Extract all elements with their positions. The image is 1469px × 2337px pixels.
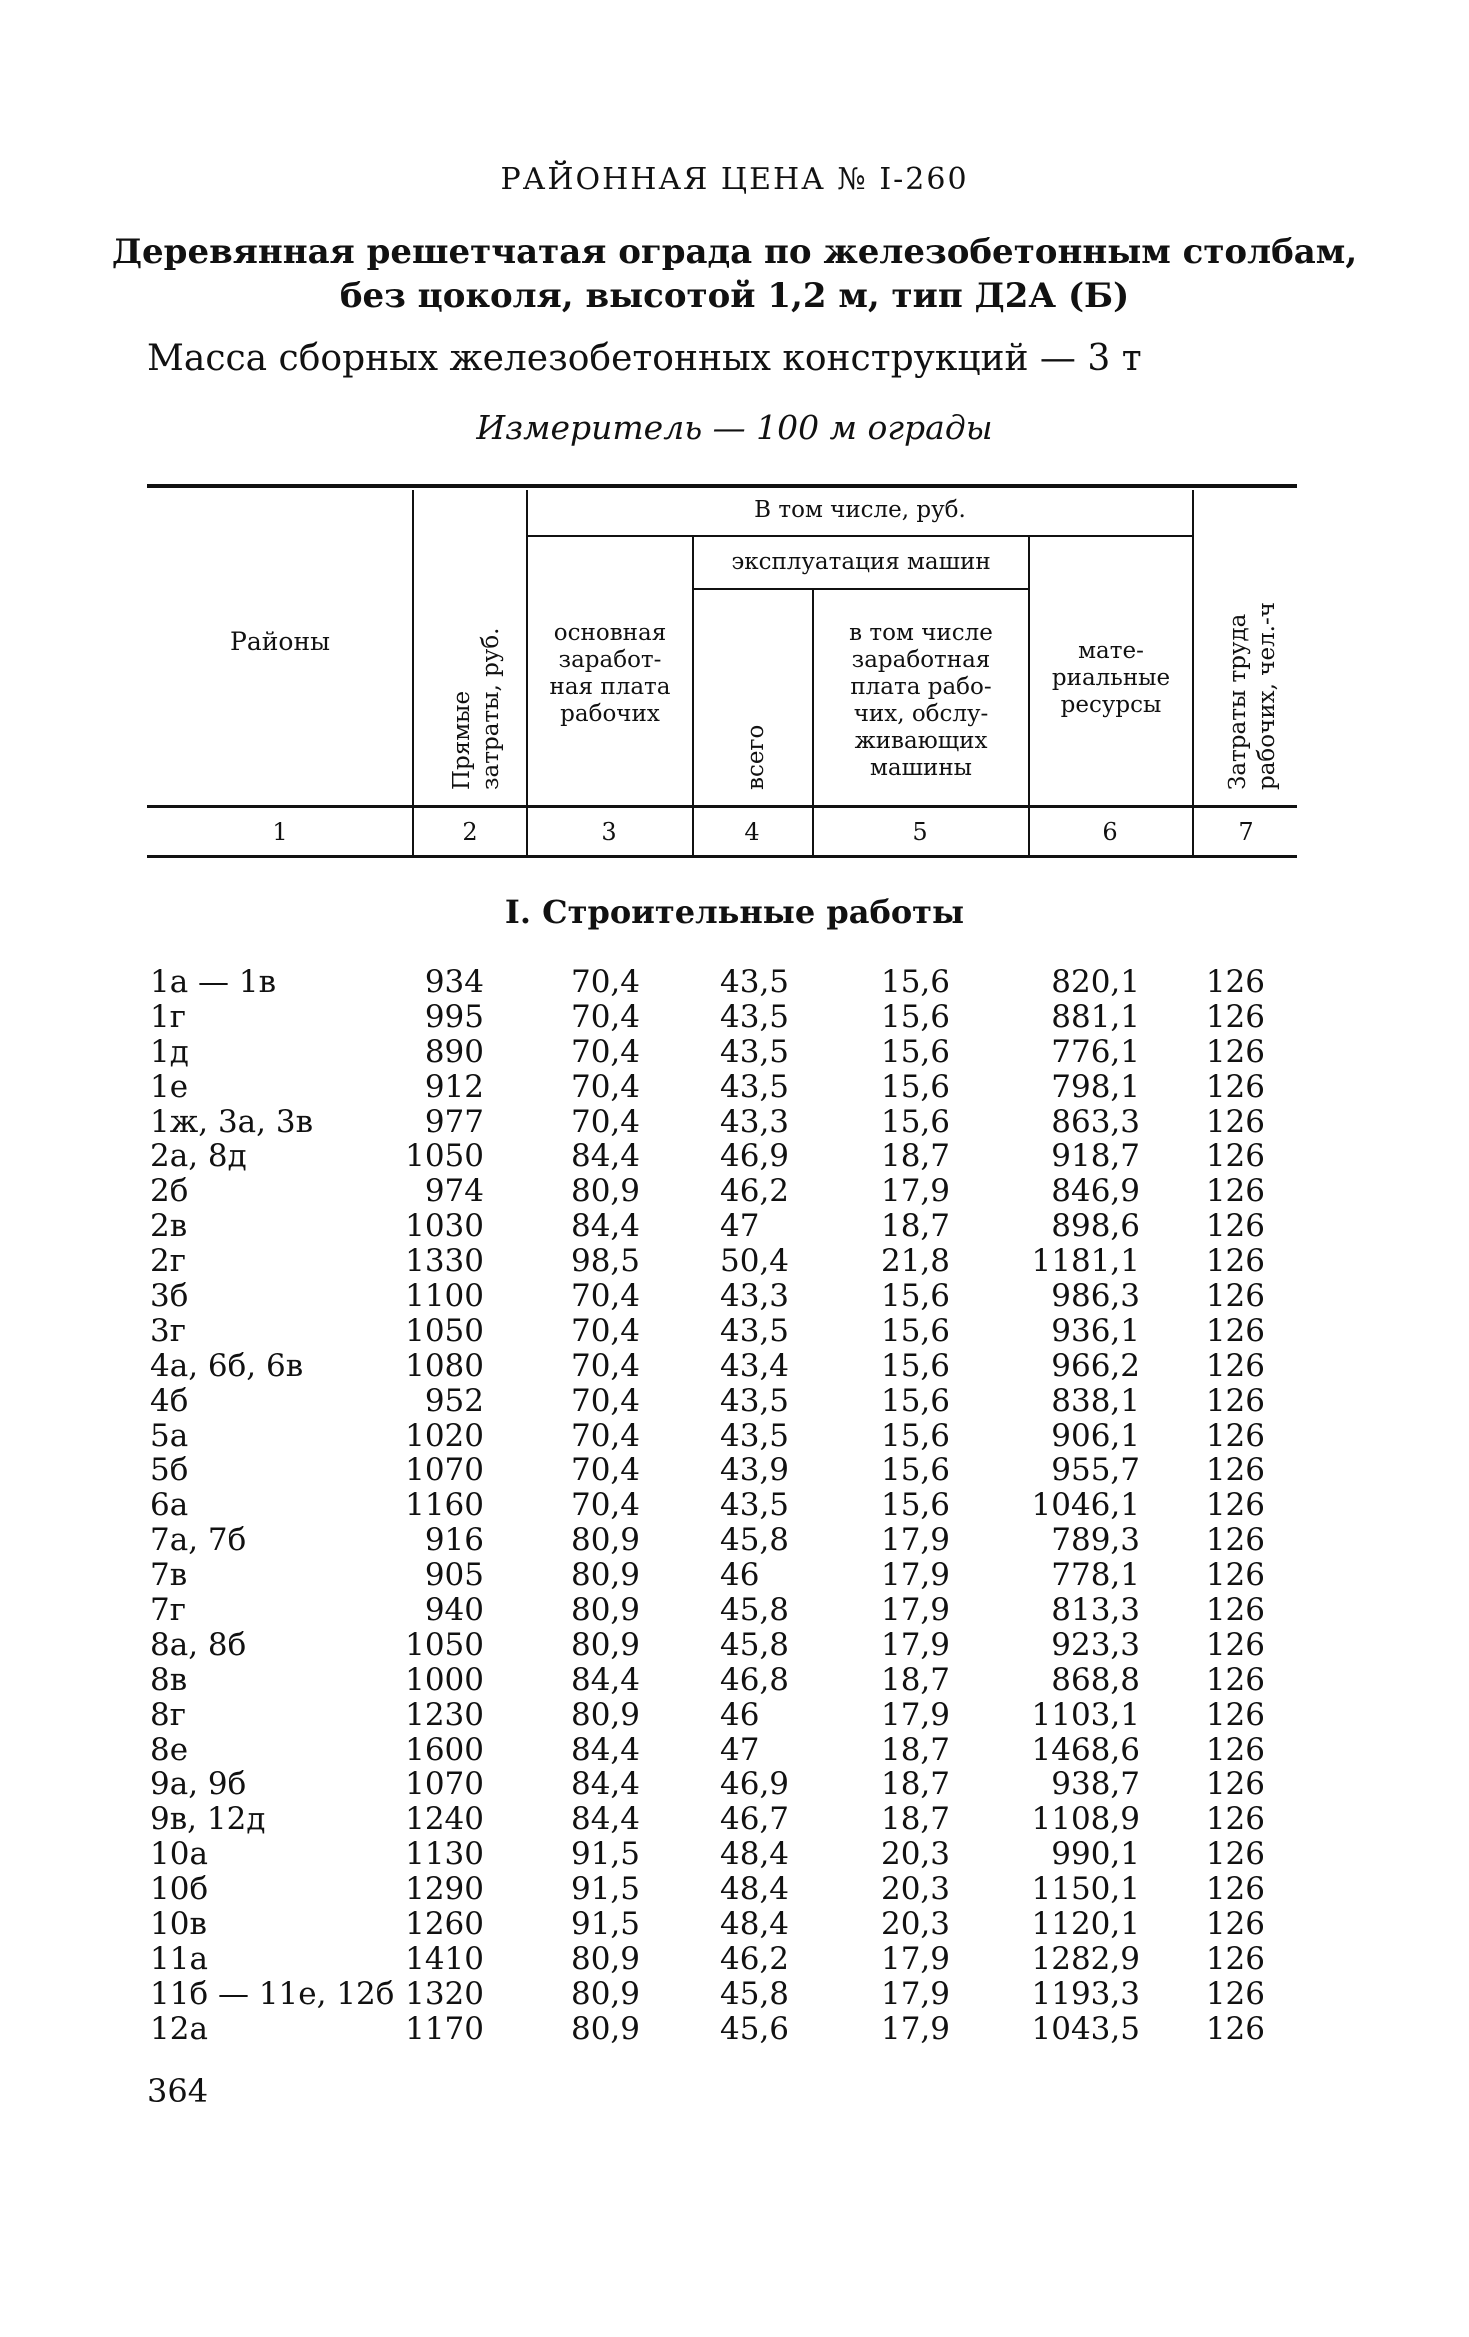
machine-wage-cell: 15,6 <box>880 964 950 1000</box>
machine-total-cell: 45,8 <box>720 1975 790 2012</box>
colnum-1: 1 <box>272 818 288 846</box>
region-cell: 6а <box>150 1487 189 1524</box>
materials-cell: 1043,5 <box>1031 2010 1140 2047</box>
machine-total-cell: 43,5 <box>720 1312 790 1349</box>
machine-total-cell: 50,4 <box>720 1243 790 1280</box>
direct-costs-cell: 916 <box>424 1522 484 1559</box>
direct-costs-cell: 1020 <box>405 1417 484 1454</box>
labor-cell: 126 <box>1205 998 1265 1035</box>
region-cell: 1а — 1в <box>150 964 277 1000</box>
base-wage-cell: 84,4 <box>570 1138 640 1175</box>
direct-costs-cell: 1070 <box>405 1452 484 1489</box>
machine-total-cell: 46 <box>720 1557 760 1594</box>
table-row <box>0 1279 1469 1314</box>
table-row <box>0 1663 1469 1698</box>
table-row <box>0 1139 1469 1174</box>
table-row <box>0 1070 1469 1105</box>
direct-costs-cell: 1050 <box>405 1626 484 1663</box>
direct-costs-cell: 1320 <box>405 1975 484 2012</box>
machine-wage-cell: 17,9 <box>880 1592 950 1629</box>
region-cell: 8г <box>150 1696 186 1733</box>
machine-total-cell: 43,5 <box>720 998 790 1035</box>
region-cell: 5б <box>150 1452 189 1489</box>
direct-costs-cell: 890 <box>424 1033 484 1070</box>
divider-2 <box>526 490 528 855</box>
labor-cell: 126 <box>1205 1068 1265 1105</box>
table-header-bottom-rule <box>147 805 1297 808</box>
machine-total-cell: 43,5 <box>720 1382 790 1419</box>
region-cell: 10б <box>150 1871 209 1908</box>
machine-wage-cell: 15,6 <box>880 1033 950 1070</box>
table-row <box>0 1244 1469 1279</box>
labor-cell: 126 <box>1205 964 1265 1000</box>
region-cell: 1е <box>150 1068 189 1105</box>
base-wage-cell: 91,5 <box>570 1871 640 1908</box>
table-row <box>0 1942 1469 1977</box>
base-wage-cell: 91,5 <box>570 1836 640 1873</box>
direct-costs-cell: 905 <box>424 1557 484 1594</box>
region-cell: 1д <box>150 1033 189 1070</box>
region-cell: 4а, 6б, 6в <box>150 1347 304 1384</box>
base-wage-cell: 84,4 <box>570 1801 640 1838</box>
machine-total-cell: 45,8 <box>720 1592 790 1629</box>
materials-cell: 1468,6 <box>1031 1731 1140 1768</box>
table-top-rule <box>147 484 1297 488</box>
base-wage-cell: 84,4 <box>570 1661 640 1698</box>
header-labor: Затраты труда рабочих, чел.-ч <box>1225 602 1280 790</box>
materials-cell: 990,1 <box>1051 1836 1140 1873</box>
region-cell: 3г <box>150 1312 186 1349</box>
machine-wage-cell: 20,3 <box>880 1836 950 1873</box>
table-row <box>0 1523 1469 1558</box>
machine-total-cell: 43,5 <box>720 1417 790 1454</box>
materials-cell: 1150,1 <box>1031 1871 1140 1908</box>
base-wage-cell: 80,9 <box>570 1696 640 1733</box>
section-title: I. Строительные работы <box>504 893 965 931</box>
machine-total-cell: 46,7 <box>720 1801 790 1838</box>
machine-wage-cell: 17,9 <box>880 1975 950 2012</box>
direct-costs-cell: 1170 <box>405 2010 484 2047</box>
region-cell: 11б — 11е, 12б <box>150 1975 395 2012</box>
direct-costs-cell: 995 <box>424 998 484 1035</box>
region-cell: 2б <box>150 1173 189 1210</box>
region-cell: 10а <box>150 1836 208 1873</box>
labor-cell: 126 <box>1205 1278 1265 1315</box>
labor-cell: 126 <box>1205 1173 1265 1210</box>
materials-cell: 966,2 <box>1051 1347 1140 1384</box>
base-wage-cell: 70,4 <box>570 1487 640 1524</box>
divider-5 <box>1028 537 1030 855</box>
region-cell: 4б <box>150 1382 189 1419</box>
direct-costs-cell: 1030 <box>405 1208 484 1245</box>
base-wage-cell: 70,4 <box>570 1278 640 1315</box>
direct-costs-cell: 1230 <box>405 1696 484 1733</box>
labor-cell: 126 <box>1205 1243 1265 1280</box>
materials-cell: 868,8 <box>1051 1661 1140 1698</box>
region-cell: 11а <box>150 1940 208 1977</box>
base-wage-cell: 80,9 <box>570 1557 640 1594</box>
base-wage-cell: 84,4 <box>570 1766 640 1803</box>
materials-cell: 986,3 <box>1051 1278 1140 1315</box>
materials-cell: 820,1 <box>1051 964 1140 1000</box>
machine-total-cell: 45,8 <box>720 1522 790 1559</box>
header-machine-ops: эксплуатация машин <box>731 549 991 575</box>
price-code: РАЙОННАЯ ЦЕНА № I-260 <box>500 162 969 197</box>
labor-cell: 126 <box>1205 1522 1265 1559</box>
machine-total-cell: 48,4 <box>720 1906 790 1943</box>
labor-cell: 126 <box>1205 1033 1265 1070</box>
machine-wage-cell: 15,6 <box>880 1068 950 1105</box>
materials-cell: 1120,1 <box>1031 1906 1140 1943</box>
table-row <box>0 1209 1469 1244</box>
machine-wage-cell: 17,9 <box>880 1940 950 1977</box>
labor-cell: 126 <box>1205 1417 1265 1454</box>
colnum-4: 4 <box>744 818 760 846</box>
base-wage-cell: 70,4 <box>570 1312 640 1349</box>
table-row <box>0 1453 1469 1488</box>
labor-cell: 126 <box>1205 1592 1265 1629</box>
base-wage-cell: 80,9 <box>570 1940 640 1977</box>
machine-wage-cell: 17,9 <box>880 1696 950 1733</box>
machine-wage-cell: 18,7 <box>880 1731 950 1768</box>
labor-cell: 126 <box>1205 1731 1265 1768</box>
machine-wage-cell: 15,6 <box>880 998 950 1035</box>
region-cell: 8е <box>150 1731 189 1768</box>
direct-costs-cell: 1070 <box>405 1766 484 1803</box>
materials-cell: 898,6 <box>1051 1208 1140 1245</box>
page-number: 364 <box>147 2072 209 2110</box>
direct-costs-cell: 1100 <box>405 1278 484 1315</box>
labor-cell: 126 <box>1205 1661 1265 1698</box>
machine-wage-cell: 15,6 <box>880 1278 950 1315</box>
direct-costs-cell: 1080 <box>405 1347 484 1384</box>
region-cell: 10в <box>150 1906 207 1943</box>
table-row <box>0 1488 1469 1523</box>
region-cell: 9а, 9б <box>150 1766 247 1803</box>
base-wage-cell: 80,9 <box>570 2010 640 2047</box>
region-cell: 2г <box>150 1243 186 1280</box>
machine-wage-cell: 17,9 <box>880 1626 950 1663</box>
table-row <box>0 1384 1469 1419</box>
colnum-5: 5 <box>912 818 928 846</box>
direct-costs-cell: 1050 <box>405 1312 484 1349</box>
table-row <box>0 1628 1469 1663</box>
materials-cell: 1193,3 <box>1031 1975 1140 2012</box>
table-row <box>0 1698 1469 1733</box>
direct-costs-cell: 1290 <box>405 1871 484 1908</box>
machine-wage-cell: 15,6 <box>880 1417 950 1454</box>
materials-cell: 938,7 <box>1051 1766 1140 1803</box>
materials-cell: 936,1 <box>1051 1312 1140 1349</box>
machine-wage-cell: 18,7 <box>880 1661 950 1698</box>
direct-costs-cell: 1050 <box>405 1138 484 1175</box>
table-row <box>0 2012 1469 2047</box>
header-materials: мате- риальные ресурсы <box>1051 638 1171 718</box>
machine-total-cell: 46,9 <box>720 1766 790 1803</box>
machine-wage-cell: 17,9 <box>880 2010 950 2047</box>
machine-wage-cell: 17,9 <box>880 1557 950 1594</box>
machine-wage-cell: 15,6 <box>880 1103 950 1140</box>
machine-total-cell: 45,8 <box>720 1626 790 1663</box>
machine-total-cell: 43,9 <box>720 1452 790 1489</box>
table-row <box>0 1174 1469 1209</box>
table-row <box>0 1035 1469 1070</box>
labor-cell: 126 <box>1205 1975 1265 2012</box>
table-row <box>0 1419 1469 1454</box>
region-cell: 1ж, 3а, 3в <box>150 1103 314 1140</box>
materials-cell: 778,1 <box>1051 1557 1140 1594</box>
materials-cell: 906,1 <box>1051 1417 1140 1454</box>
machine-wage-cell: 18,7 <box>880 1208 950 1245</box>
machine-wage-cell: 20,3 <box>880 1871 950 1908</box>
machine-wage-cell: 17,9 <box>880 1173 950 1210</box>
machine-total-cell: 43,5 <box>720 1068 790 1105</box>
table-row <box>0 1000 1469 1035</box>
machine-total-cell: 46,2 <box>720 1173 790 1210</box>
header-direct-costs: Прямые затраты, руб. <box>449 627 504 790</box>
colnum-6: 6 <box>1102 818 1118 846</box>
meter-note: Измеритель — 100 м ограды <box>476 408 993 447</box>
machine-total-cell: 46 <box>720 1696 760 1733</box>
base-wage-cell: 70,4 <box>570 1068 640 1105</box>
machine-wage-cell: 17,9 <box>880 1522 950 1559</box>
labor-cell: 126 <box>1205 2010 1265 2047</box>
base-wage-cell: 98,5 <box>570 1243 640 1280</box>
machine-total-cell: 43,3 <box>720 1278 790 1315</box>
labor-cell: 126 <box>1205 1312 1265 1349</box>
machine-wage-cell: 20,3 <box>880 1906 950 1943</box>
base-wage-cell: 80,9 <box>570 1173 640 1210</box>
base-wage-cell: 80,9 <box>570 1522 640 1559</box>
base-wage-cell: 70,4 <box>570 1382 640 1419</box>
materials-cell: 1046,1 <box>1031 1487 1140 1524</box>
mass-note: Масса сборных железобетонных конструкций — 3 т <box>147 338 1142 379</box>
region-cell: 8а, 8б <box>150 1626 247 1663</box>
labor-cell: 126 <box>1205 1801 1265 1838</box>
machine-wage-cell: 15,6 <box>880 1347 950 1384</box>
table-row <box>0 1733 1469 1768</box>
machine-total-cell: 43,5 <box>720 1033 790 1070</box>
table-row <box>0 1558 1469 1593</box>
materials-cell: 846,9 <box>1051 1173 1140 1210</box>
table-row <box>0 1767 1469 1802</box>
region-cell: 3б <box>150 1278 189 1315</box>
header-base-wage: основная заработ- ная плата рабочих <box>549 620 671 727</box>
direct-costs-cell: 1160 <box>405 1487 484 1524</box>
title-line-2: без цоколя, высотой 1,2 м, тип Д2А (Б) <box>339 276 1130 316</box>
materials-cell: 881,1 <box>1051 998 1140 1035</box>
labor-cell: 126 <box>1205 1696 1265 1733</box>
region-cell: 2в <box>150 1208 188 1245</box>
labor-cell: 126 <box>1205 1487 1265 1524</box>
base-wage-cell: 70,4 <box>570 1347 640 1384</box>
machine-total-cell: 43,4 <box>720 1347 790 1384</box>
direct-costs-cell: 1000 <box>405 1661 484 1698</box>
machine-total-cell: 43,5 <box>720 1487 790 1524</box>
divider-1 <box>412 490 414 855</box>
machine-wage-cell: 18,7 <box>880 1138 950 1175</box>
colnum-3: 3 <box>601 818 617 846</box>
base-wage-cell: 70,4 <box>570 1417 640 1454</box>
machine-total-cell: 46,8 <box>720 1661 790 1698</box>
table-row <box>0 1314 1469 1349</box>
machine-wage-cell: 18,7 <box>880 1801 950 1838</box>
divider-6 <box>1192 490 1194 855</box>
region-cell: 7а, 7б <box>150 1522 247 1559</box>
direct-costs-cell: 912 <box>424 1068 484 1105</box>
table-row <box>0 1105 1469 1140</box>
direct-costs-cell: 1240 <box>405 1801 484 1838</box>
direct-costs-cell: 1410 <box>405 1940 484 1977</box>
machine-total-cell: 43,5 <box>720 964 790 1000</box>
region-cell: 12а <box>150 2010 208 2047</box>
materials-cell: 918,7 <box>1051 1138 1140 1175</box>
materials-cell: 776,1 <box>1051 1033 1140 1070</box>
materials-cell: 1282,9 <box>1031 1940 1140 1977</box>
machine-wage-cell: 15,6 <box>880 1382 950 1419</box>
table-row <box>0 1837 1469 1872</box>
machine-wage-cell: 15,6 <box>880 1452 950 1489</box>
labor-cell: 126 <box>1205 1766 1265 1803</box>
materials-cell: 813,3 <box>1051 1592 1140 1629</box>
machine-total-cell: 43,3 <box>720 1103 790 1140</box>
direct-costs-cell: 977 <box>424 1103 484 1140</box>
machine-total-cell: 47 <box>720 1731 760 1768</box>
base-wage-cell: 91,5 <box>570 1906 640 1943</box>
region-cell: 8в <box>150 1661 188 1698</box>
materials-cell: 1181,1 <box>1031 1243 1140 1280</box>
machine-total-cell: 45,6 <box>720 2010 790 2047</box>
divider-4 <box>812 590 814 855</box>
materials-cell: 838,1 <box>1051 1382 1140 1419</box>
materials-cell: 789,3 <box>1051 1522 1140 1559</box>
region-cell: 5а <box>150 1417 189 1454</box>
machine-total-cell: 46,2 <box>720 1940 790 1977</box>
region-cell: 1г <box>150 998 186 1035</box>
base-wage-cell: 70,4 <box>570 1103 640 1140</box>
colnum-2: 2 <box>462 818 478 846</box>
table-row <box>0 1349 1469 1384</box>
divider-3 <box>692 537 694 855</box>
base-wage-cell: 84,4 <box>570 1731 640 1768</box>
labor-cell: 126 <box>1205 1626 1265 1663</box>
base-wage-cell: 80,9 <box>570 1975 640 2012</box>
table-row <box>0 1907 1469 1942</box>
machine-wage-cell: 18,7 <box>880 1766 950 1803</box>
colnum-7: 7 <box>1238 818 1254 846</box>
labor-cell: 126 <box>1205 1208 1265 1245</box>
machine-wage-cell: 15,6 <box>880 1312 950 1349</box>
machine-wage-cell: 21,8 <box>880 1243 950 1280</box>
machine-total-cell: 47 <box>720 1208 760 1245</box>
table-body <box>0 965 1469 2047</box>
machine-total-cell: 46,9 <box>720 1138 790 1175</box>
labor-cell: 126 <box>1205 1382 1265 1419</box>
table-row <box>0 1802 1469 1837</box>
materials-cell: 1108,9 <box>1031 1801 1140 1838</box>
labor-cell: 126 <box>1205 1836 1265 1873</box>
materials-cell: 923,3 <box>1051 1626 1140 1663</box>
base-wage-cell: 80,9 <box>570 1592 640 1629</box>
materials-cell: 955,7 <box>1051 1452 1140 1489</box>
title-line-1: Деревянная решетчатая ограда по железобетонным столбам, <box>111 232 1358 272</box>
table-row <box>0 965 1469 1000</box>
base-wage-cell: 70,4 <box>570 1033 640 1070</box>
labor-cell: 126 <box>1205 1103 1265 1140</box>
header-regions: Районы <box>230 627 330 656</box>
direct-costs-cell: 1260 <box>405 1906 484 1943</box>
region-cell: 7г <box>150 1592 186 1629</box>
materials-cell: 863,3 <box>1051 1103 1140 1140</box>
header-machine-wage: в том числе заработная плата рабо- чих, обслу- живающих машины <box>849 620 993 781</box>
table-colnum-bottom-rule <box>147 855 1297 858</box>
machine-total-cell: 48,4 <box>720 1871 790 1908</box>
labor-cell: 126 <box>1205 1906 1265 1943</box>
labor-cell: 126 <box>1205 1940 1265 1977</box>
base-wage-cell: 70,4 <box>570 964 640 1000</box>
direct-costs-cell: 974 <box>424 1173 484 1210</box>
header-machine-total: всего <box>743 724 769 790</box>
region-cell: 7в <box>150 1557 188 1594</box>
table-row <box>0 1872 1469 1907</box>
labor-cell: 126 <box>1205 1452 1265 1489</box>
direct-costs-cell: 1330 <box>405 1243 484 1280</box>
labor-cell: 126 <box>1205 1871 1265 1908</box>
machine-total-cell: 48,4 <box>720 1836 790 1873</box>
header-including: В том числе, руб. <box>754 497 966 523</box>
base-wage-cell: 80,9 <box>570 1626 640 1663</box>
including-underline <box>528 535 1192 537</box>
direct-costs-cell: 952 <box>424 1382 484 1419</box>
machines-underline <box>694 588 1028 590</box>
region-cell: 9в, 12д <box>150 1801 266 1838</box>
region-cell: 2а, 8д <box>150 1138 247 1175</box>
direct-costs-cell: 940 <box>424 1592 484 1629</box>
base-wage-cell: 70,4 <box>570 998 640 1035</box>
table-row <box>0 1593 1469 1628</box>
labor-cell: 126 <box>1205 1347 1265 1384</box>
machine-wage-cell: 15,6 <box>880 1487 950 1524</box>
table-row <box>0 1977 1469 2012</box>
direct-costs-cell: 1130 <box>405 1836 484 1873</box>
direct-costs-cell: 1600 <box>405 1731 484 1768</box>
base-wage-cell: 84,4 <box>570 1208 640 1245</box>
materials-cell: 798,1 <box>1051 1068 1140 1105</box>
direct-costs-cell: 934 <box>424 964 484 1000</box>
labor-cell: 126 <box>1205 1557 1265 1594</box>
labor-cell: 126 <box>1205 1138 1265 1175</box>
base-wage-cell: 70,4 <box>570 1452 640 1489</box>
materials-cell: 1103,1 <box>1031 1696 1140 1733</box>
